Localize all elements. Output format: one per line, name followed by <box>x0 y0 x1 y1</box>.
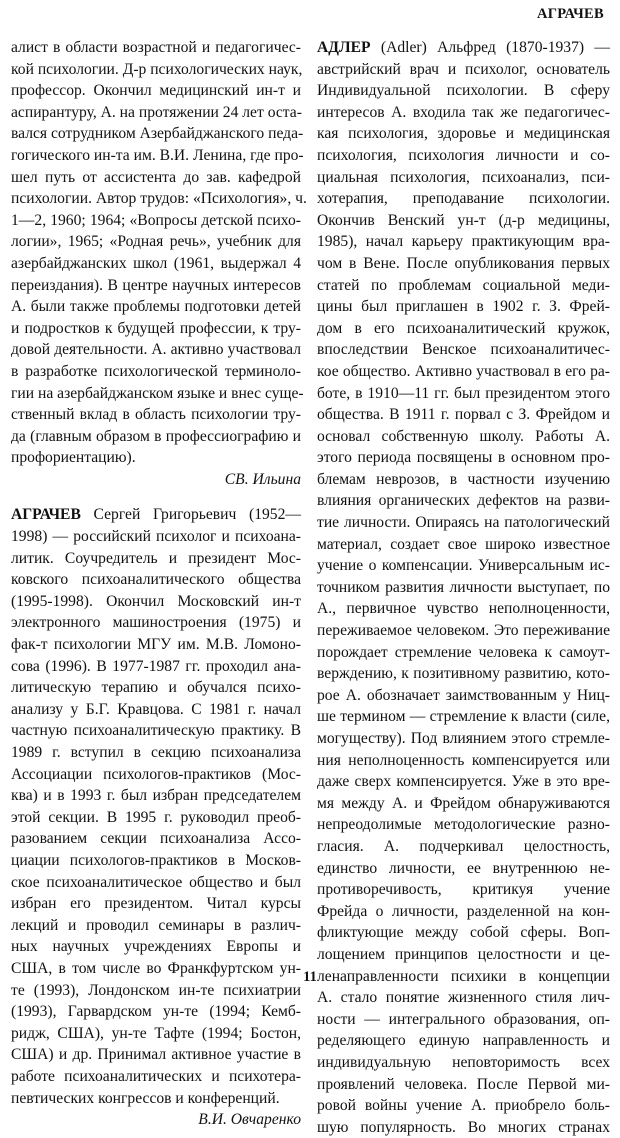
entry-continued-body <box>11 37 307 469</box>
text-line: индивидуальную неповторимость всех <box>317 1053 610 1071</box>
text-line: боте, в 1910—11 гг. был президентом этого <box>317 384 610 402</box>
text-line: влияния органических дефектов на разви- <box>317 492 610 510</box>
text-line: шую популярность. Во многих странах <box>317 1118 610 1136</box>
page-number: 11 <box>303 969 317 985</box>
text-line: лощением принципов целостности и це- <box>317 945 610 963</box>
text-line: 1985), начал карьеру практикующим вра- <box>317 233 610 251</box>
entry-separator <box>11 490 301 504</box>
text-line: литик. Соучредитель и президент Мос- <box>11 549 301 567</box>
text-line: те (1993), Лондонском ин-те психиатрии <box>11 981 301 999</box>
text-line: (1993), Гарвардском ун-те (1994; Кемб- <box>11 1003 301 1021</box>
entry-agrachev-body <box>11 526 301 1109</box>
text-line: Индивидуальной психологии. В сферу <box>317 82 610 100</box>
text-line: Окончив Венский ун-т (д-р медицины, <box>317 211 610 229</box>
text-line: 1989 г. вступил в секцию психоанализа <box>11 744 301 761</box>
text-line: логии», 1965; «Родная речь», учебник для <box>11 233 301 251</box>
text-line: этого периода посвящены в основном про- <box>317 449 610 467</box>
text-line: впоследствии Венское психоаналитичес- <box>317 341 610 359</box>
text-line: США, в том числе во Франкфуртском ун- <box>11 959 301 977</box>
text-line: электронного машиностроения (1975) и <box>11 614 301 632</box>
text-line: переживаемое человеком. Это переживание <box>317 622 610 640</box>
text-line: общества. В 1911 г. порвал с З. Фрейдом и <box>317 406 610 424</box>
text-line: чом в Вене. После опубликования первых <box>317 254 610 272</box>
text-line: основал собственную школу. Работы А. <box>317 427 610 445</box>
text-line: ния неполноценность компенсируется или <box>317 751 610 769</box>
text-line: разованием секции психоанализа Ассо- <box>11 830 301 848</box>
text-line: фак-т психологии МГУ им. М.В. Ломоно- <box>11 636 301 654</box>
entry-headword: АГРАЧЕВ <box>11 506 81 524</box>
entry-agrachev <box>11 504 301 1130</box>
text-line: А. стало понятие жизненного стиля лич- <box>317 989 610 1007</box>
text-line: Фрейда о личности, разделенной на кон- <box>317 902 610 920</box>
text-line: в разработке психологической терминоло- <box>11 362 301 380</box>
text-line: певтических конгрессов и конференций. <box>11 1089 280 1107</box>
text-line: 1—2, 1960; 1964; «Вопросы детской психо- <box>11 211 301 229</box>
text-line: проявлений человека. После Первой ми- <box>317 1075 610 1093</box>
text-line: ридж, США), ун-те Тафте (1994; Бостон, <box>11 1024 301 1042</box>
text-line: избран его президентом. Читал курсы <box>11 895 301 913</box>
entry-first-line-text: (Adler) Альфред (1870-1937) — <box>370 39 610 56</box>
text-line: психологии. Автор трудов: «Психология», ч. <box>11 190 307 208</box>
text-line: даже сверх компенсируется. Уже в это вре- <box>317 773 610 791</box>
entry-author-signature: В.И. Овчаренко <box>198 1111 301 1129</box>
text-line: этой секции. В 1995 г. руководил преоб- <box>11 808 301 826</box>
text-line: (1995-1998). Окончил Московский ин-т <box>11 592 301 610</box>
text-line: мя между А. и Фрейдом обнаруживаются <box>317 794 610 812</box>
text-line: статей по проблемам социальной меди- <box>317 276 610 294</box>
left-column <box>11 37 307 1131</box>
text-line: литическую терапию и обучался психо- <box>11 679 301 697</box>
text-line: рое А. обозначает заимствованным у Ниц- <box>317 686 610 704</box>
text-line: Ассоциации психологов-практиков (Мос- <box>11 765 301 783</box>
entry-headword: АДЛЕР <box>317 39 371 56</box>
entry-author-signature: СВ. Ильина <box>224 470 301 488</box>
text-line: могуществу). Под влиянием этого стремле- <box>317 730 610 747</box>
text-line: психология, психология личности и со- <box>317 146 610 164</box>
text-line: учение о компенсации. Универсальным ис- <box>317 557 610 575</box>
text-line: ское психоаналитическое общество и был <box>11 873 301 891</box>
text-line: профориентацию). <box>11 449 136 467</box>
text-line: алист в области возрастной и педагогичес- <box>11 39 301 56</box>
text-line: фликтующие между собой сферы. Воп- <box>317 924 610 942</box>
text-line: порождает стремление человека к самоут- <box>317 643 610 661</box>
text-line: циации психологов-практиков в Москов- <box>11 851 301 869</box>
text-line: хотерапия, преподавание психологии. <box>317 190 610 208</box>
text-line: вался сотрудником Азербайджанского педа- <box>11 125 304 143</box>
text-line: сова (1996). В 1977-1987 гг. проходил ана- <box>11 657 301 675</box>
text-line: гии на азербайджанском языке и внес суще- <box>11 384 304 402</box>
entry-first-line-text: Сергей Григорьевич (1952— <box>80 506 301 524</box>
text-line: интересов А. входила так же педагогичес- <box>317 103 610 121</box>
text-line: цины был приглашен в 1902 г. З. Фрей- <box>317 298 610 316</box>
text-line: дом в его психоаналитический кружок, <box>317 319 610 337</box>
text-line: А., первичное чувство неполноценности, <box>317 600 610 618</box>
entry-first-line <box>317 37 610 59</box>
text-line: точником развития личности выступает, по <box>317 578 610 596</box>
text-line: анализу у Б.Г. Кравцова. С 1981 г. начал <box>11 700 301 718</box>
text-line: кой психологии. Д-р психологических наук, <box>11 60 303 78</box>
text-line: ленаправленности психики в концепции <box>317 967 610 985</box>
text-line: ква) и в 1993 г. был избран председателем <box>11 787 301 805</box>
entry-continued <box>11 37 307 490</box>
text-line: азербайджанских школ (1961, выдержал 4 <box>11 254 301 272</box>
text-line: да (главным образом в профессиографию и <box>11 427 301 445</box>
text-line: довой деятельности. А. активно участвовал <box>11 341 301 359</box>
text-line: верждению, к позитивному развитию, кото- <box>317 665 610 683</box>
text-line: США) и др. Принимал активное участие в <box>11 1046 301 1064</box>
text-line: гласия. А. подчеркивал целостность, <box>317 837 610 855</box>
text-line: ковского психоаналитического общества <box>11 571 301 589</box>
text-line: гогического ин-та им. В.И. Ленина, где про- <box>11 146 304 164</box>
text-line: ровой войны учение А. приобрело боль- <box>317 1097 610 1115</box>
text-line: непреодолимые методологические разно- <box>317 816 610 834</box>
text-line: А. были также проблемы подготовки детей <box>11 298 301 316</box>
text-line: блемам неврозов, в частности изучению <box>317 470 610 488</box>
text-line: и подростков к будущей профессии, к тру- <box>11 319 301 337</box>
text-line: ных научных учреждениях Европы и <box>11 938 301 956</box>
text-line: профессор. Окончил медицинский ин-т и <box>11 82 301 100</box>
text-line: циальная психология, психоанализ, пси- <box>317 168 610 186</box>
text-line: единство личности, ее внутреннюю не- <box>317 859 610 877</box>
text-line: работе психоаналитических и психотера- <box>11 1067 301 1085</box>
text-line: противоречивость, критикуя учение <box>317 881 610 899</box>
text-line: 1998) — российский психолог и психоана- <box>11 528 301 546</box>
text-line: ности — интегрального образования, оп- <box>317 1010 610 1028</box>
text-line: кое общество. Активно участвовал в его ра- <box>317 362 610 380</box>
text-line: переиздания). В центре научных интересов <box>11 276 301 294</box>
text-line: ственный вклад в область психологии тру- <box>11 406 301 424</box>
text-line: шел путь от ассистента до зав. кафедрой <box>11 168 301 186</box>
text-line: тие личности. Опираясь на патологический <box>317 514 610 532</box>
running-head: АГРАЧЕВ <box>536 6 604 22</box>
text-line: ределяющего единую направленность и <box>317 1032 610 1050</box>
text-line: аспирантуру, А. на протяжении 24 лет оста- <box>11 103 302 121</box>
text-line: материал, создает свое широко известное <box>317 535 610 553</box>
text-line: кая психология, здоровье и медицинская <box>317 125 610 143</box>
text-line: ше термином — стремление к власти (силе, <box>317 708 610 726</box>
entry-first-line <box>11 504 301 526</box>
text-line: австрийский врач и психолог, основатель <box>317 60 610 78</box>
text-line: лекций и проводил семинары в различ- <box>11 916 301 934</box>
text-line: частную психоаналитическую практику. В <box>11 722 301 740</box>
